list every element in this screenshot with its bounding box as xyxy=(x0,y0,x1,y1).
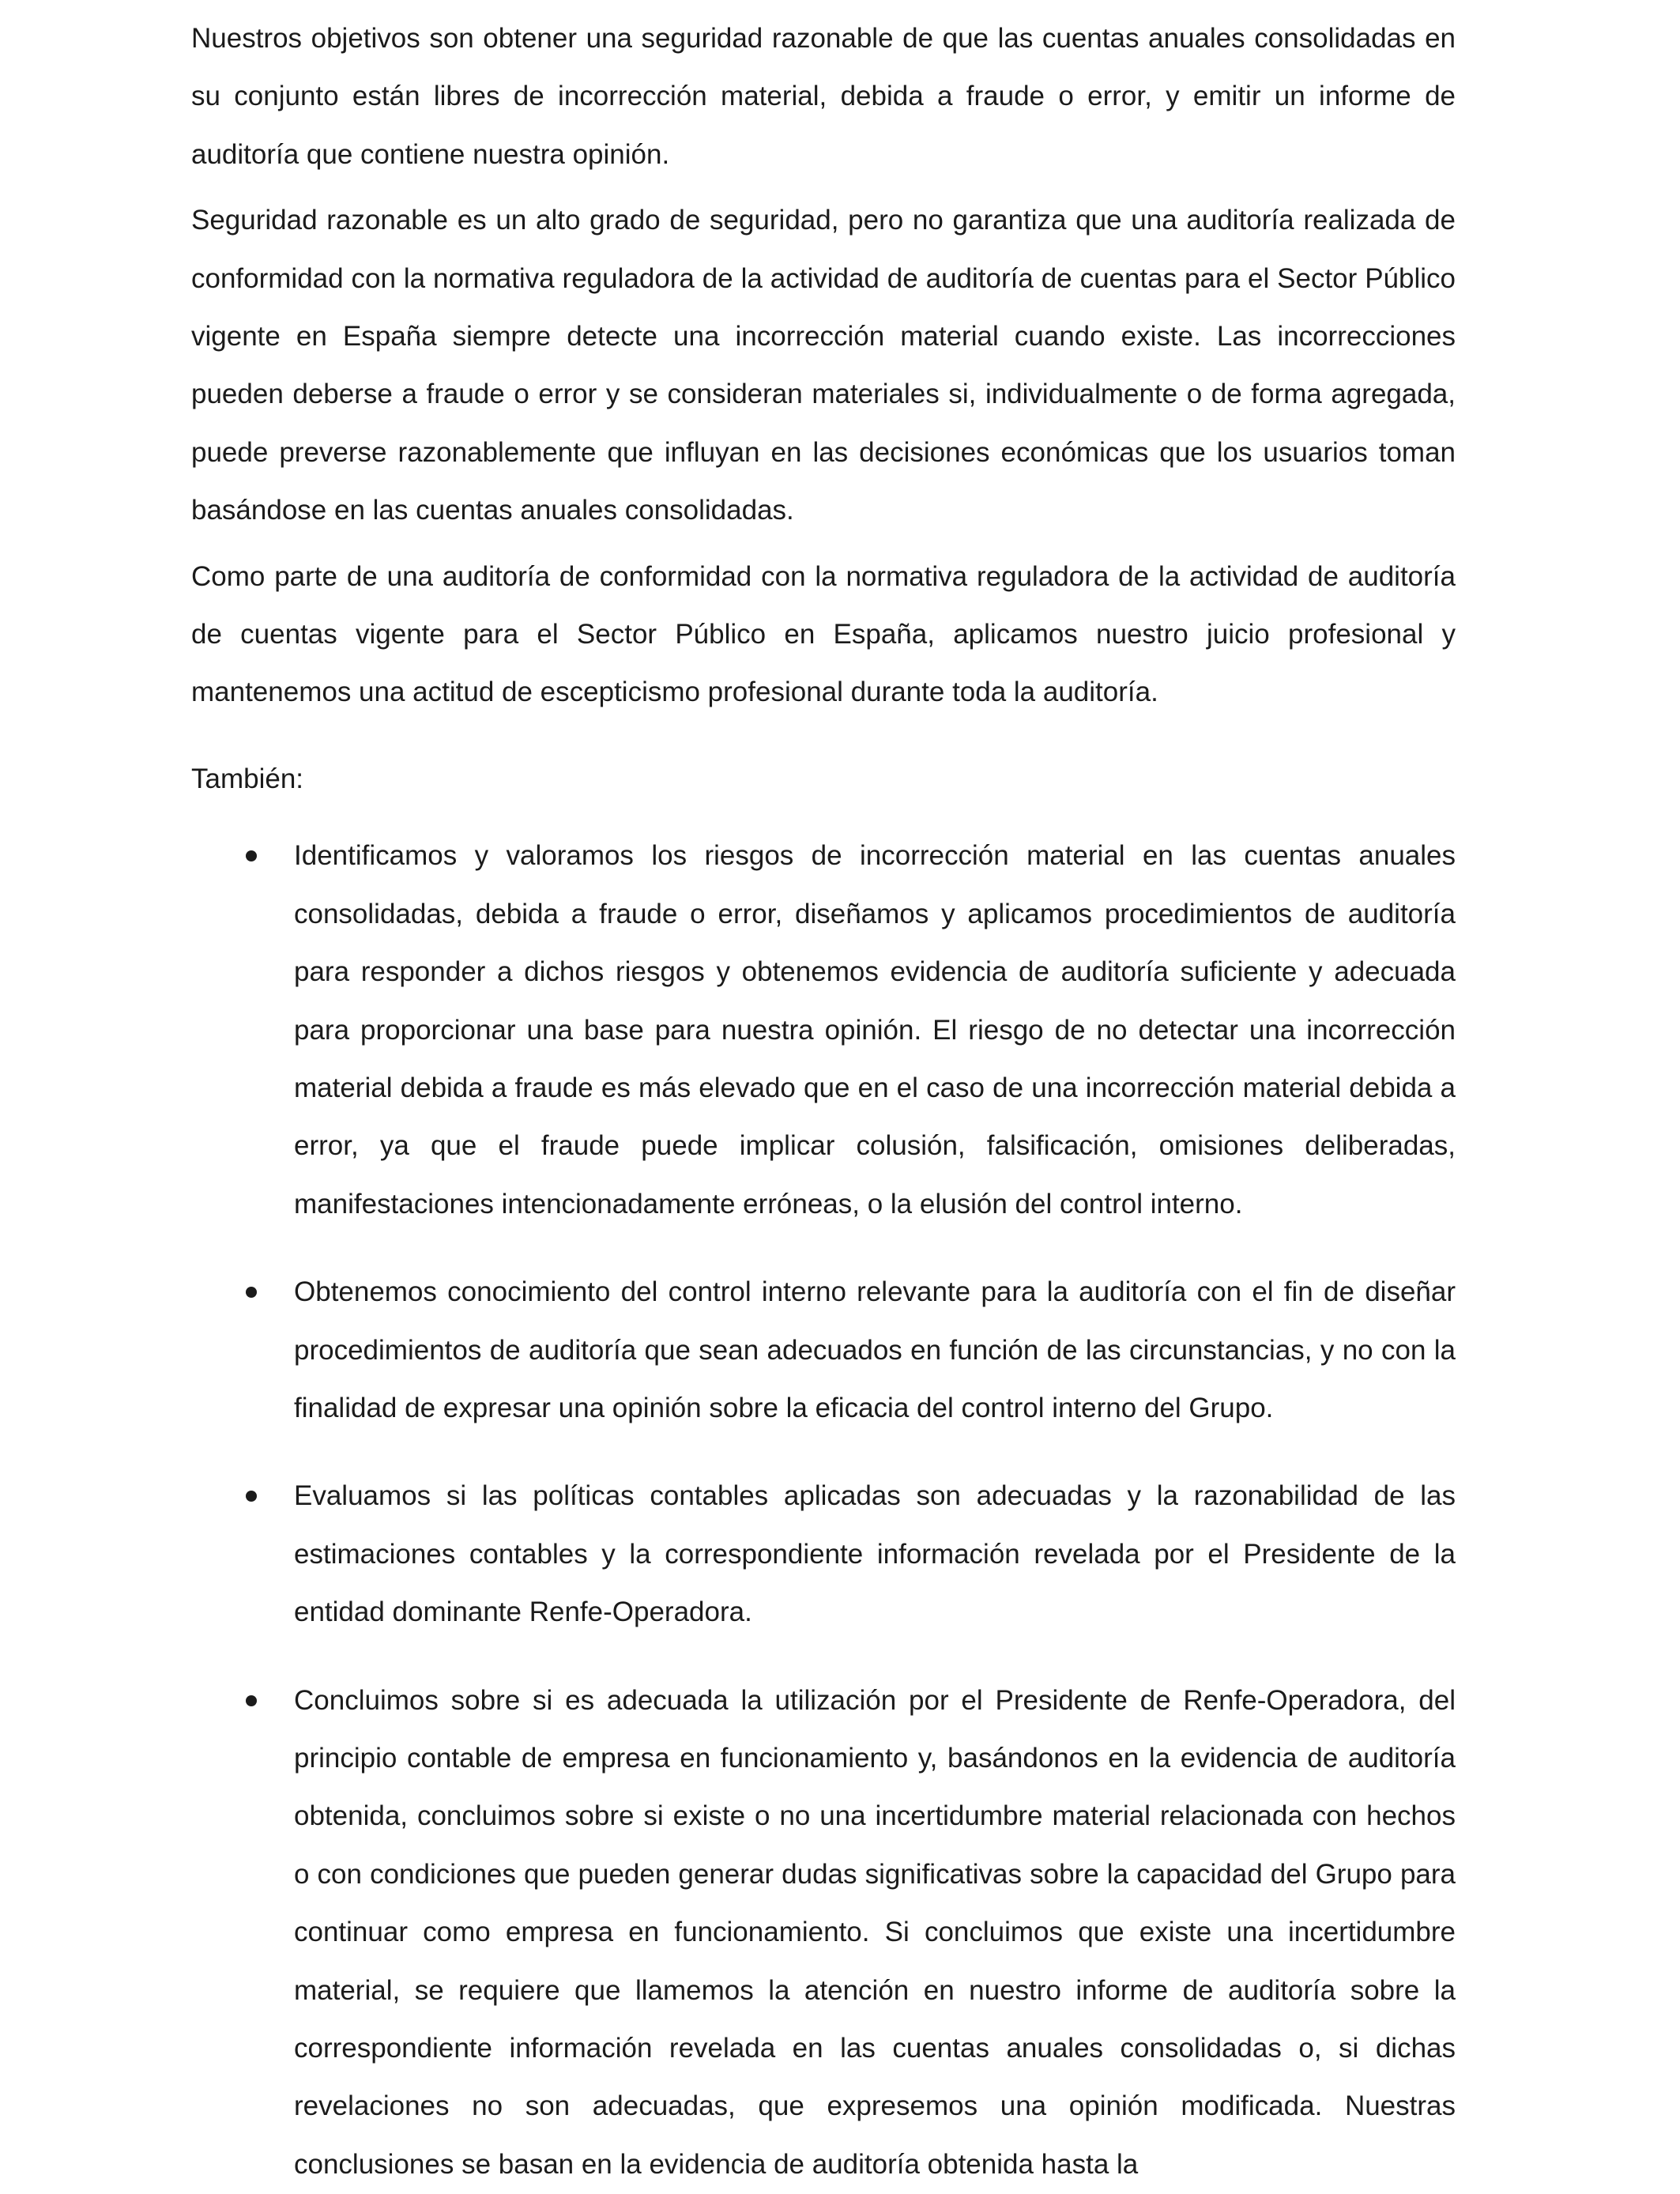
list-item-text: Obtenemos conocimiento del control interno relevante para la auditoría con el fin de diseñar procedimientos de auditoría que sean adecuados en función de las circunstancias, y no con la finalidad de expresar una opinión sobre la eficacia del control interno del Grupo. xyxy=(294,1276,1456,1423)
list-item xyxy=(191,1467,1456,1641)
bullet-icon xyxy=(246,1287,257,1298)
list-item xyxy=(191,827,1456,1233)
audit-procedures-list xyxy=(191,827,1456,2193)
bullet-icon xyxy=(246,1695,257,1706)
paragraph-objectives: Nuestros objetivos son obtener una seguridad razonable de que las cuentas anuales consolidadas en su conjunto están libres de incorrección material, debida a fraude o error, y emitir un informe de auditoría que contiene nuestra opinión. xyxy=(191,23,1456,170)
list-item xyxy=(191,1263,1456,1437)
paragraph-reasonable-assurance: Seguridad razonable es un alto grado de seguridad, pero no garantiza que una auditoría realizada de conformidad con la normativa reguladora de la actividad de auditoría de cuentas para el Sector Público vigente en España siempre detecte una incorrección material cuando existe. Las incorrecciones pueden deberse a fraude o error y se consideran materiales si, individualmente o de forma agregada, puede preverse razonablemente que influyan en las decisiones económicas que los usuarios toman basándose en las cuentas anuales consolidadas. xyxy=(191,205,1456,526)
paragraph-also-heading: También: xyxy=(191,763,304,794)
list-item-text: Concluimos sobre si es adecuada la utilización por el Presidente de Renfe-Operadora, del principio contable de empresa en funcionamiento y, basándonos en la evidencia de auditoría obtenida, concluimos sobre si existe o no una incertidumbre material relacionada con hechos o con condiciones que pueden generar dudas significativas sobre la capacidad del Grupo para continuar como empresa en funcionamiento. Si concluimos que existe una incertidumbre material, se requiere que llamemos la atención en nuestro informe de auditoría sobre la correspondiente información revelada en las cuentas anuales consolidadas o, si dichas revelaciones no son adecuadas, que expresemos una opinión modificada. Nuestras conclusiones se basan en la evidencia de auditoría obtenida hasta la xyxy=(294,1684,1456,2180)
list-item-text: Evaluamos si las políticas contables aplicadas son adecuadas y la razonabilidad de las estimaciones contables y la correspondiente información revelada por el Presidente de la entidad dominante Renfe-Operadora. xyxy=(294,1480,1456,1628)
list-item-text: Identificamos y valoramos los riesgos de incorrección material en las cuentas anuales consolidadas, debida a fraude o error, diseñamos y aplicamos procedimientos de auditoría para responder a dichos riesgos y obtenemos evidencia de auditoría suficiente y adecuada para proporcionar una base para nuestra opinión. El riesgo de no detectar una incorrección material debida a fraude es más elevado que en el caso de una incorrección material debida a error, ya que el fraude puede implicar colusión, falsificación, omisiones deliberadas, manifestaciones intencionadamente erróneas, o la elusión del control interno. xyxy=(294,840,1456,1220)
bullet-icon xyxy=(246,1491,257,1502)
document-body xyxy=(191,9,1456,2193)
bullet-icon xyxy=(246,850,257,861)
paragraph-professional-judgement: Como parte de una auditoría de conformidad con la normativa reguladora de la actividad de auditoría de cuentas vigente para el Sector Público en España, aplicamos nuestro juicio profesional y mantenemos una actitud de escepticismo profesional durante toda la auditoría. xyxy=(191,560,1456,708)
list-item xyxy=(191,1672,1456,2194)
